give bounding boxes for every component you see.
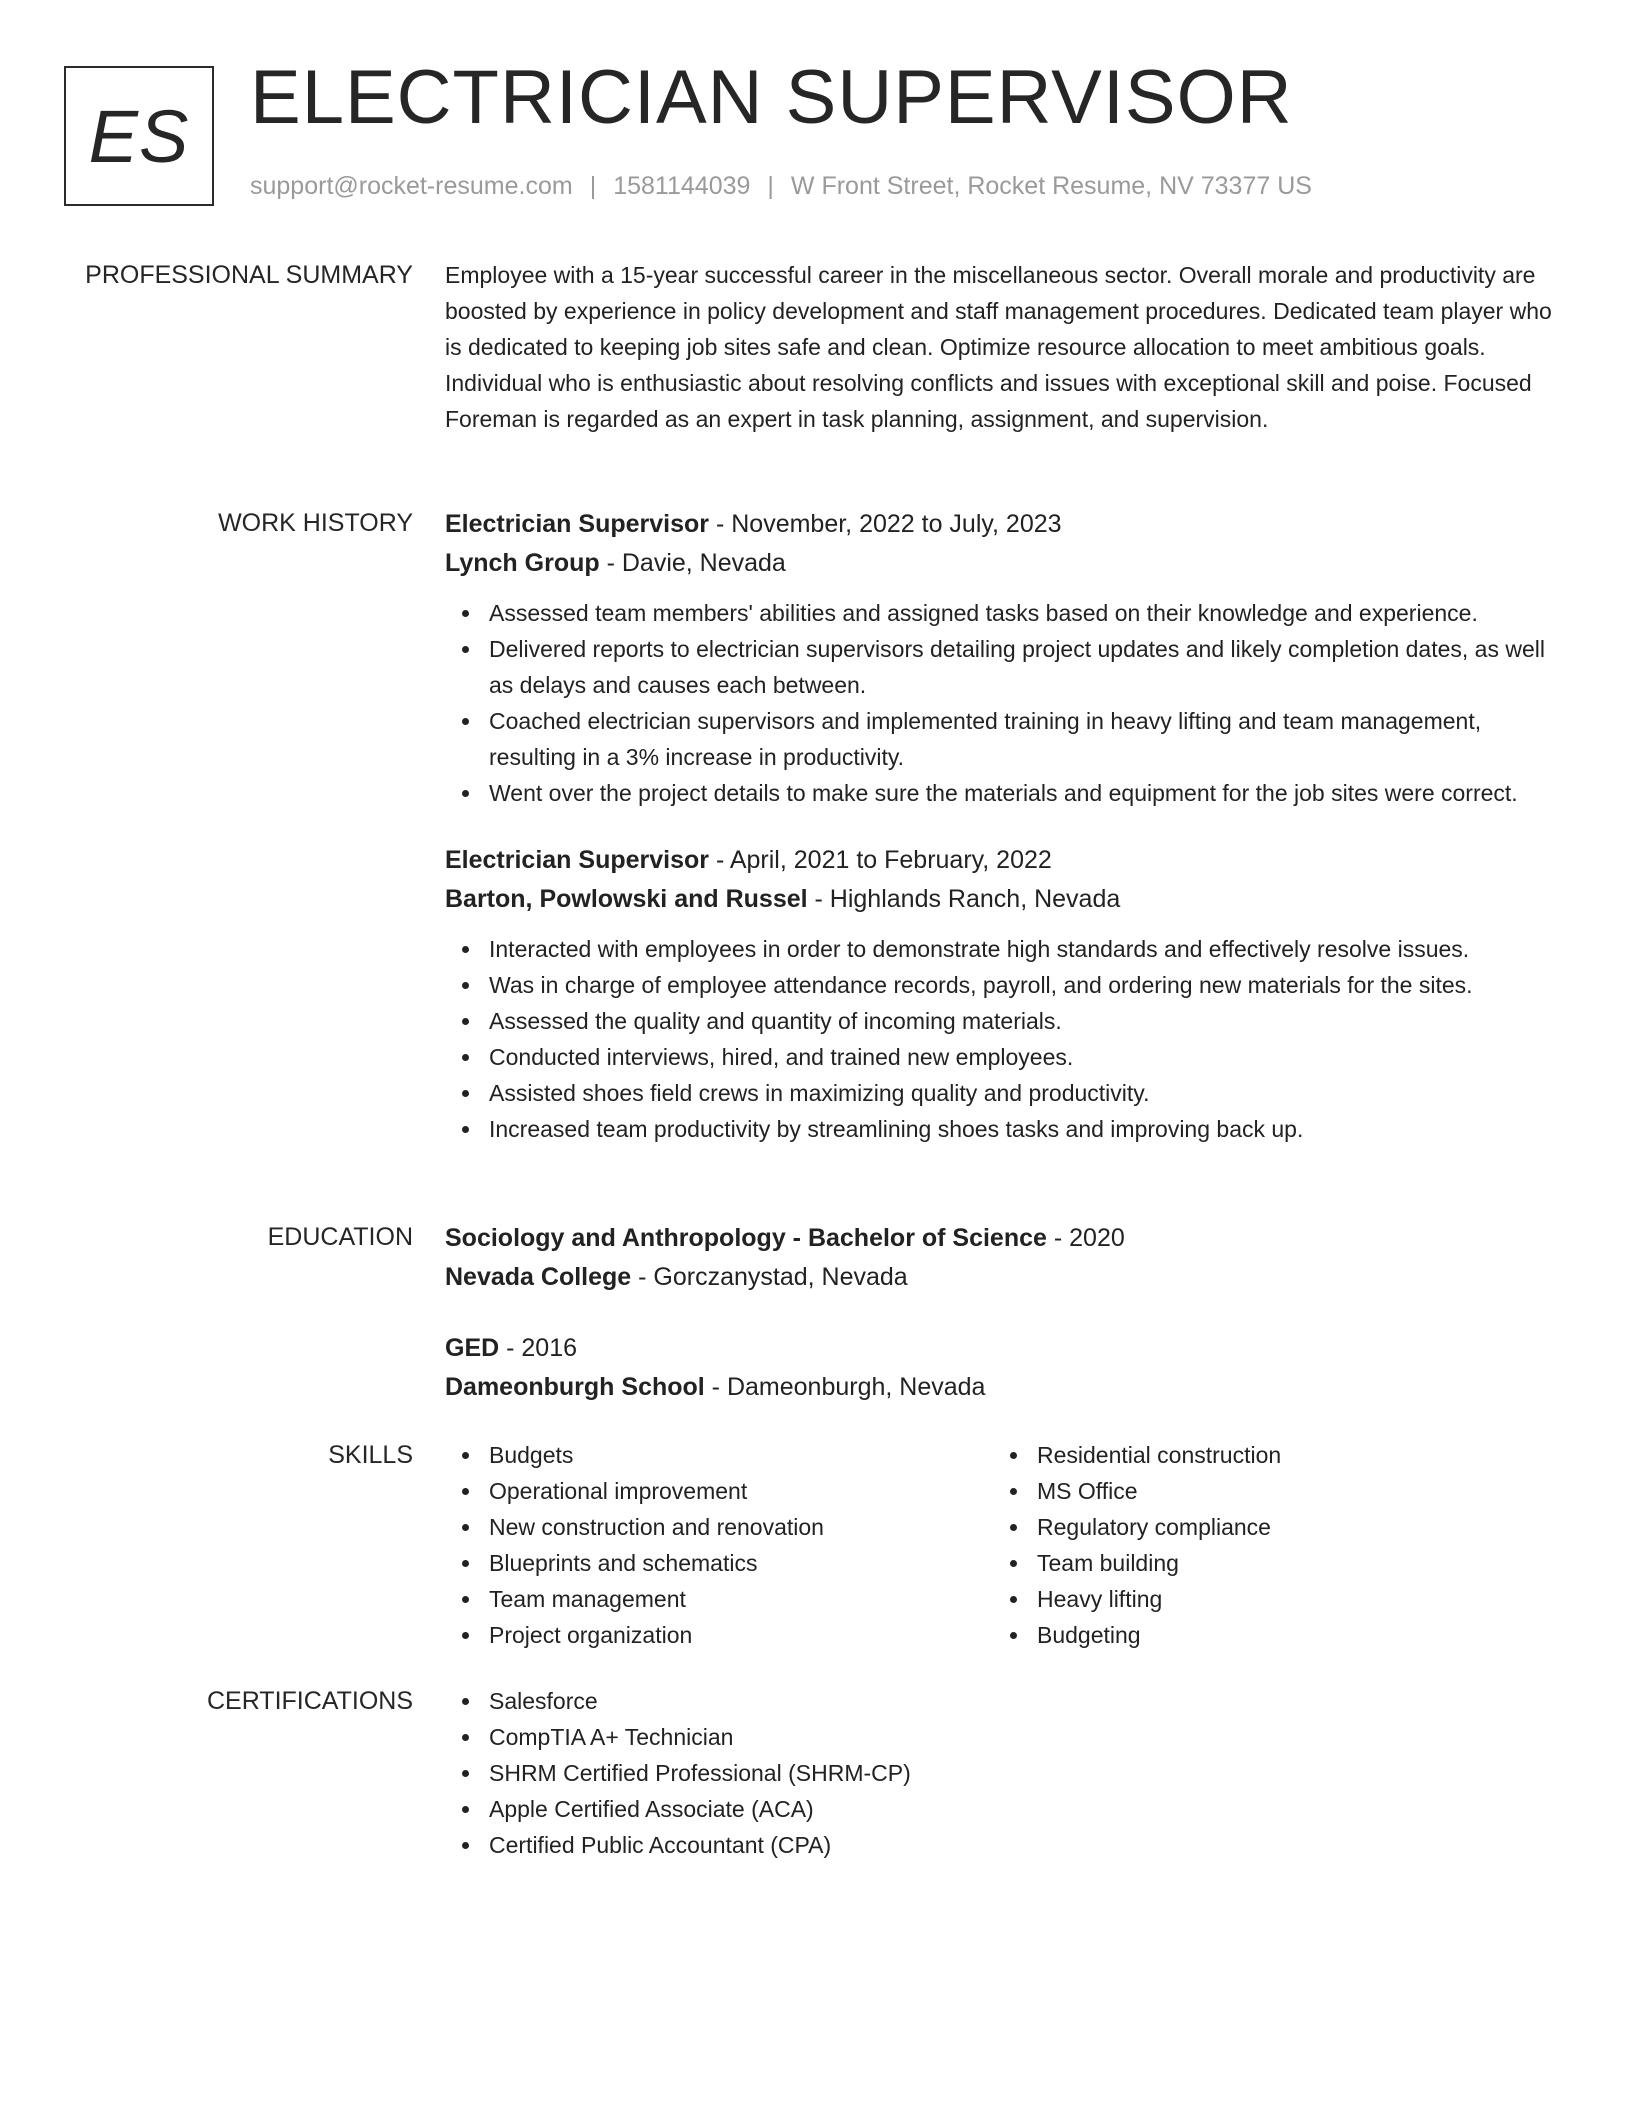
summary-text: Employee with a 15-year successful career in the miscellaneous sector. Overall morale and productivity are boosted by experience in policy development and staff management procedures. Dedicated team player who is dedicated to keeping job sites safe and clean. Optimize resource allocation to meet ambitious goals. Individual who is enthusiastic about resolving conflicts and issues with exceptional skill and poise. Focused Foreman is regarded as an expert in task planning, assignment, and supervision.: [445, 262, 1552, 432]
certification-item: SHRM Certified Professional (SHRM-CP): [445, 1755, 1565, 1791]
section-title-education: EDUCATION: [267, 1223, 413, 1251]
list-item: Coached electrician supervisors and implemented training in heavy lifting and team management, resulting in a 3% increase in productivity.: [445, 703, 1565, 775]
work-history-body: [445, 505, 1565, 1147]
degree-line: [445, 1219, 1565, 1258]
job-role: Electrician Supervisor: [445, 510, 710, 538]
skills-columns: [445, 1437, 1565, 1653]
job-entry: [445, 841, 1565, 1147]
job-location: - Highlands Ranch, Nevada: [807, 885, 1121, 913]
education-entry: [445, 1219, 1565, 1297]
skill-item: Residential construction: [993, 1437, 1541, 1473]
section-title-certifications: CERTIFICATIONS: [206, 1687, 413, 1715]
skills-list-left: [445, 1437, 993, 1653]
school-name: Nevada College: [445, 1263, 632, 1291]
skill-item: Team building: [993, 1545, 1541, 1581]
list-item: Delivered reports to electrician supervisors detailing project updates and likely completion dates, as well as delays and causes each between.: [445, 631, 1565, 703]
school-location: - Dameonburgh, Nevada: [704, 1373, 986, 1401]
job-dates: - November, 2022 to July, 2023: [709, 510, 1062, 538]
school-location: - Gorczanystad, Nevada: [631, 1263, 908, 1291]
school-line: [445, 1258, 1565, 1297]
certification-item: CompTIA A+ Technician: [445, 1719, 1565, 1755]
degree-year: - 2016: [499, 1334, 578, 1362]
degree-year: - 2020: [1046, 1224, 1125, 1252]
certification-item: Apple Certified Associate (ACA): [445, 1791, 1565, 1827]
list-item: Increased team productivity by streamlining shoes tasks and improving back up.: [445, 1111, 1565, 1147]
contact-separator: |: [589, 172, 597, 200]
job-company: Barton, Powlowski and Russel: [445, 885, 808, 913]
job-entry: [445, 505, 1565, 811]
skill-item: New construction and renovation: [445, 1509, 993, 1545]
section-title-summary: PROFESSIONAL SUMMARY: [85, 261, 413, 289]
job-title-line: [445, 841, 1565, 880]
summary-body: [445, 257, 1565, 437]
skill-item: Regulatory compliance: [993, 1509, 1541, 1545]
skill-item: MS Office: [993, 1473, 1541, 1509]
skill-item: Budgeting: [993, 1617, 1541, 1653]
candidate-name: ELECTRICIAN SUPERVISOR: [250, 55, 1293, 140]
list-item: Assisted shoes field crews in maximizing quality and productivity.: [445, 1075, 1565, 1111]
job-bullets: [445, 931, 1565, 1147]
job-bullets: [445, 595, 1565, 811]
certification-item: Certified Public Accountant (CPA): [445, 1827, 1565, 1863]
degree-line: [445, 1329, 1565, 1368]
list-item: Assessed team members' abilities and assigned tasks based on their knowledge and experience.: [445, 595, 1565, 631]
contact-address: W Front Street, Rocket Resume, NV 73377 US: [790, 172, 1312, 200]
list-item: Assessed the quality and quantity of incoming materials.: [445, 1003, 1565, 1039]
contact-phone[interactable]: 1581144039: [613, 172, 751, 200]
certification-item: Salesforce: [445, 1683, 1565, 1719]
job-location: - Davie, Nevada: [599, 549, 786, 577]
list-item: Was in charge of employee attendance records, payroll, and ordering new materials for the sites.: [445, 967, 1565, 1003]
degree-name: Sociology and Anthropology - Bachelor of Science: [445, 1224, 1047, 1252]
job-title-line: [445, 505, 1565, 544]
list-item: Interacted with employees in order to demonstrate high standards and effectively resolve issues.: [445, 931, 1565, 967]
skill-item: Heavy lifting: [993, 1581, 1541, 1617]
skill-item: Project organization: [445, 1617, 993, 1653]
job-dates: - April, 2021 to February, 2022: [709, 846, 1052, 874]
skills-list-right: [993, 1437, 1541, 1653]
skill-item: Team management: [445, 1581, 993, 1617]
list-item: Went over the project details to make sure the materials and equipment for the job sites were correct.: [445, 775, 1565, 811]
monogram-logo: ES: [64, 66, 214, 206]
job-company-line: [445, 544, 1565, 583]
school-line: [445, 1368, 1565, 1407]
education-entry: [445, 1329, 1565, 1407]
job-role: Electrician Supervisor: [445, 846, 710, 874]
certifications-body: [445, 1683, 1565, 1863]
list-item: Conducted interviews, hired, and trained new employees.: [445, 1039, 1565, 1075]
degree-name: GED: [445, 1334, 500, 1362]
education-body: [445, 1219, 1565, 1407]
contact-separator: |: [767, 172, 774, 200]
school-name: Dameonburgh School: [445, 1373, 705, 1401]
skill-item: Budgets: [445, 1437, 993, 1473]
contact-email[interactable]: support@rocket-resume.com: [250, 172, 573, 200]
skills-body: [445, 1437, 1565, 1653]
job-company-line: [445, 880, 1565, 919]
job-company: Lynch Group: [445, 549, 600, 577]
resume-header: [64, 55, 1564, 210]
section-title-work-history: WORK HISTORY: [218, 509, 413, 537]
skill-item: Operational improvement: [445, 1473, 993, 1509]
section-title-skills: SKILLS: [328, 1441, 413, 1469]
skill-item: Blueprints and schematics: [445, 1545, 993, 1581]
contact-line: [250, 174, 1312, 199]
certifications-list: [445, 1683, 1565, 1863]
